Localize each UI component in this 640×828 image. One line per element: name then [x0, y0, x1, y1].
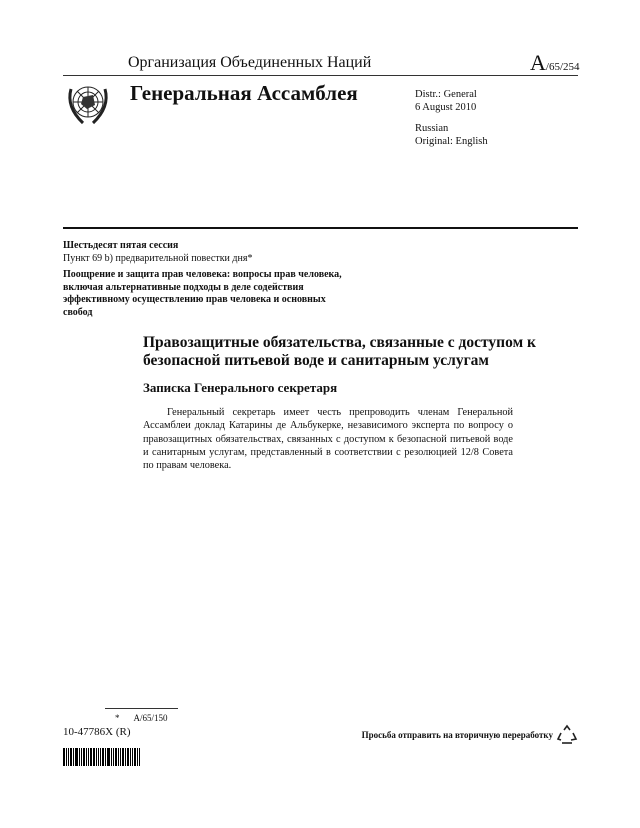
language: Russian	[415, 123, 449, 134]
body-paragraph: Генеральный секретарь имеет честь препроводить членам Генеральной Ассамблеи доклад Катарины де Альбукерке, независимого эксперта по вопросу о правозащитных обязательствах, связанных с доступом к безопасной питьевой воде и санитарным услугам, представленный в соответствии с резолюцией 12/8 Совета по правам человека.	[143, 407, 513, 472]
barcode-bar	[63, 748, 65, 766]
barcode-bar	[125, 748, 126, 766]
agenda-item: Пункт 69 b) предварительной повестки дня*	[63, 252, 253, 264]
distribution-block	[415, 88, 488, 148]
barcode-bar	[120, 748, 121, 766]
barcode-bar	[75, 748, 78, 766]
barcode-bar	[127, 748, 129, 766]
barcode-bar	[130, 748, 131, 766]
symbol-number: /65/254	[545, 61, 580, 73]
barcode-bar	[134, 748, 136, 766]
barcode-bar	[90, 748, 92, 766]
barcode-bar	[102, 748, 104, 766]
footnote-mark: *	[115, 713, 120, 723]
barcode-bar	[70, 748, 72, 766]
agenda-title: Поощрение и защита прав человека: вопросы прав человека, включая альтернативные подходы в деле содействия эффективному осуществлению прав человека и основных свобод	[63, 269, 342, 318]
recycle-notice: Просьба отправить на вторичную переработку	[361, 730, 553, 740]
barcode-bar	[118, 748, 119, 766]
distribution: Distr.: General	[415, 89, 477, 100]
barcode-bar	[132, 748, 133, 766]
barcode-bar	[96, 748, 97, 766]
barcode-bar	[113, 748, 114, 766]
barcode-bar	[111, 748, 112, 766]
footnote-text: A/65/150	[133, 713, 168, 723]
barcode-bar	[81, 748, 82, 766]
footnote-rule	[105, 708, 178, 709]
barcode-bar	[93, 748, 95, 766]
symbol-letter: A	[530, 50, 546, 75]
barcode-bar	[88, 748, 89, 766]
barcode-bar	[107, 748, 110, 766]
un-emblem-icon	[63, 79, 113, 129]
recycle-row	[362, 724, 578, 746]
barcode-bar	[100, 748, 101, 766]
session-name: Шестьдесят пятая сессия	[63, 240, 179, 251]
document-subtitle: Записка Генерального секретаря	[143, 380, 338, 395]
session-block	[63, 240, 343, 319]
barcode-bar	[98, 748, 99, 766]
document-title: Правозащитные обязательства, связанные с доступом к безопасной питьевой воде и санитарным услугам	[143, 334, 536, 369]
body-title: Генеральная Ассамблея	[130, 81, 358, 105]
barcode-bar	[79, 748, 80, 766]
organization-name: Организация Объединенных Наций	[128, 54, 372, 71]
document-symbol	[530, 50, 580, 76]
barcode-bar	[115, 748, 117, 766]
recycle-icon	[556, 724, 578, 746]
barcode-bar	[83, 748, 85, 766]
barcode-bar	[137, 748, 138, 766]
barcode-bar	[139, 748, 140, 766]
date: 6 August 2010	[415, 102, 477, 113]
barcode-bar	[122, 748, 124, 766]
barcode-bar	[68, 748, 69, 766]
thick-rule	[63, 227, 578, 229]
barcode-bar	[66, 748, 67, 766]
barcode-bar	[73, 748, 74, 766]
original-language: Original: English	[415, 136, 488, 147]
main-content	[143, 334, 543, 472]
barcode-bar	[105, 748, 106, 766]
document-code: 10-47786X (R)	[63, 726, 131, 738]
barcode-bar	[86, 748, 87, 766]
header-rule	[63, 75, 578, 76]
barcode	[63, 748, 179, 766]
footnote	[115, 713, 182, 723]
